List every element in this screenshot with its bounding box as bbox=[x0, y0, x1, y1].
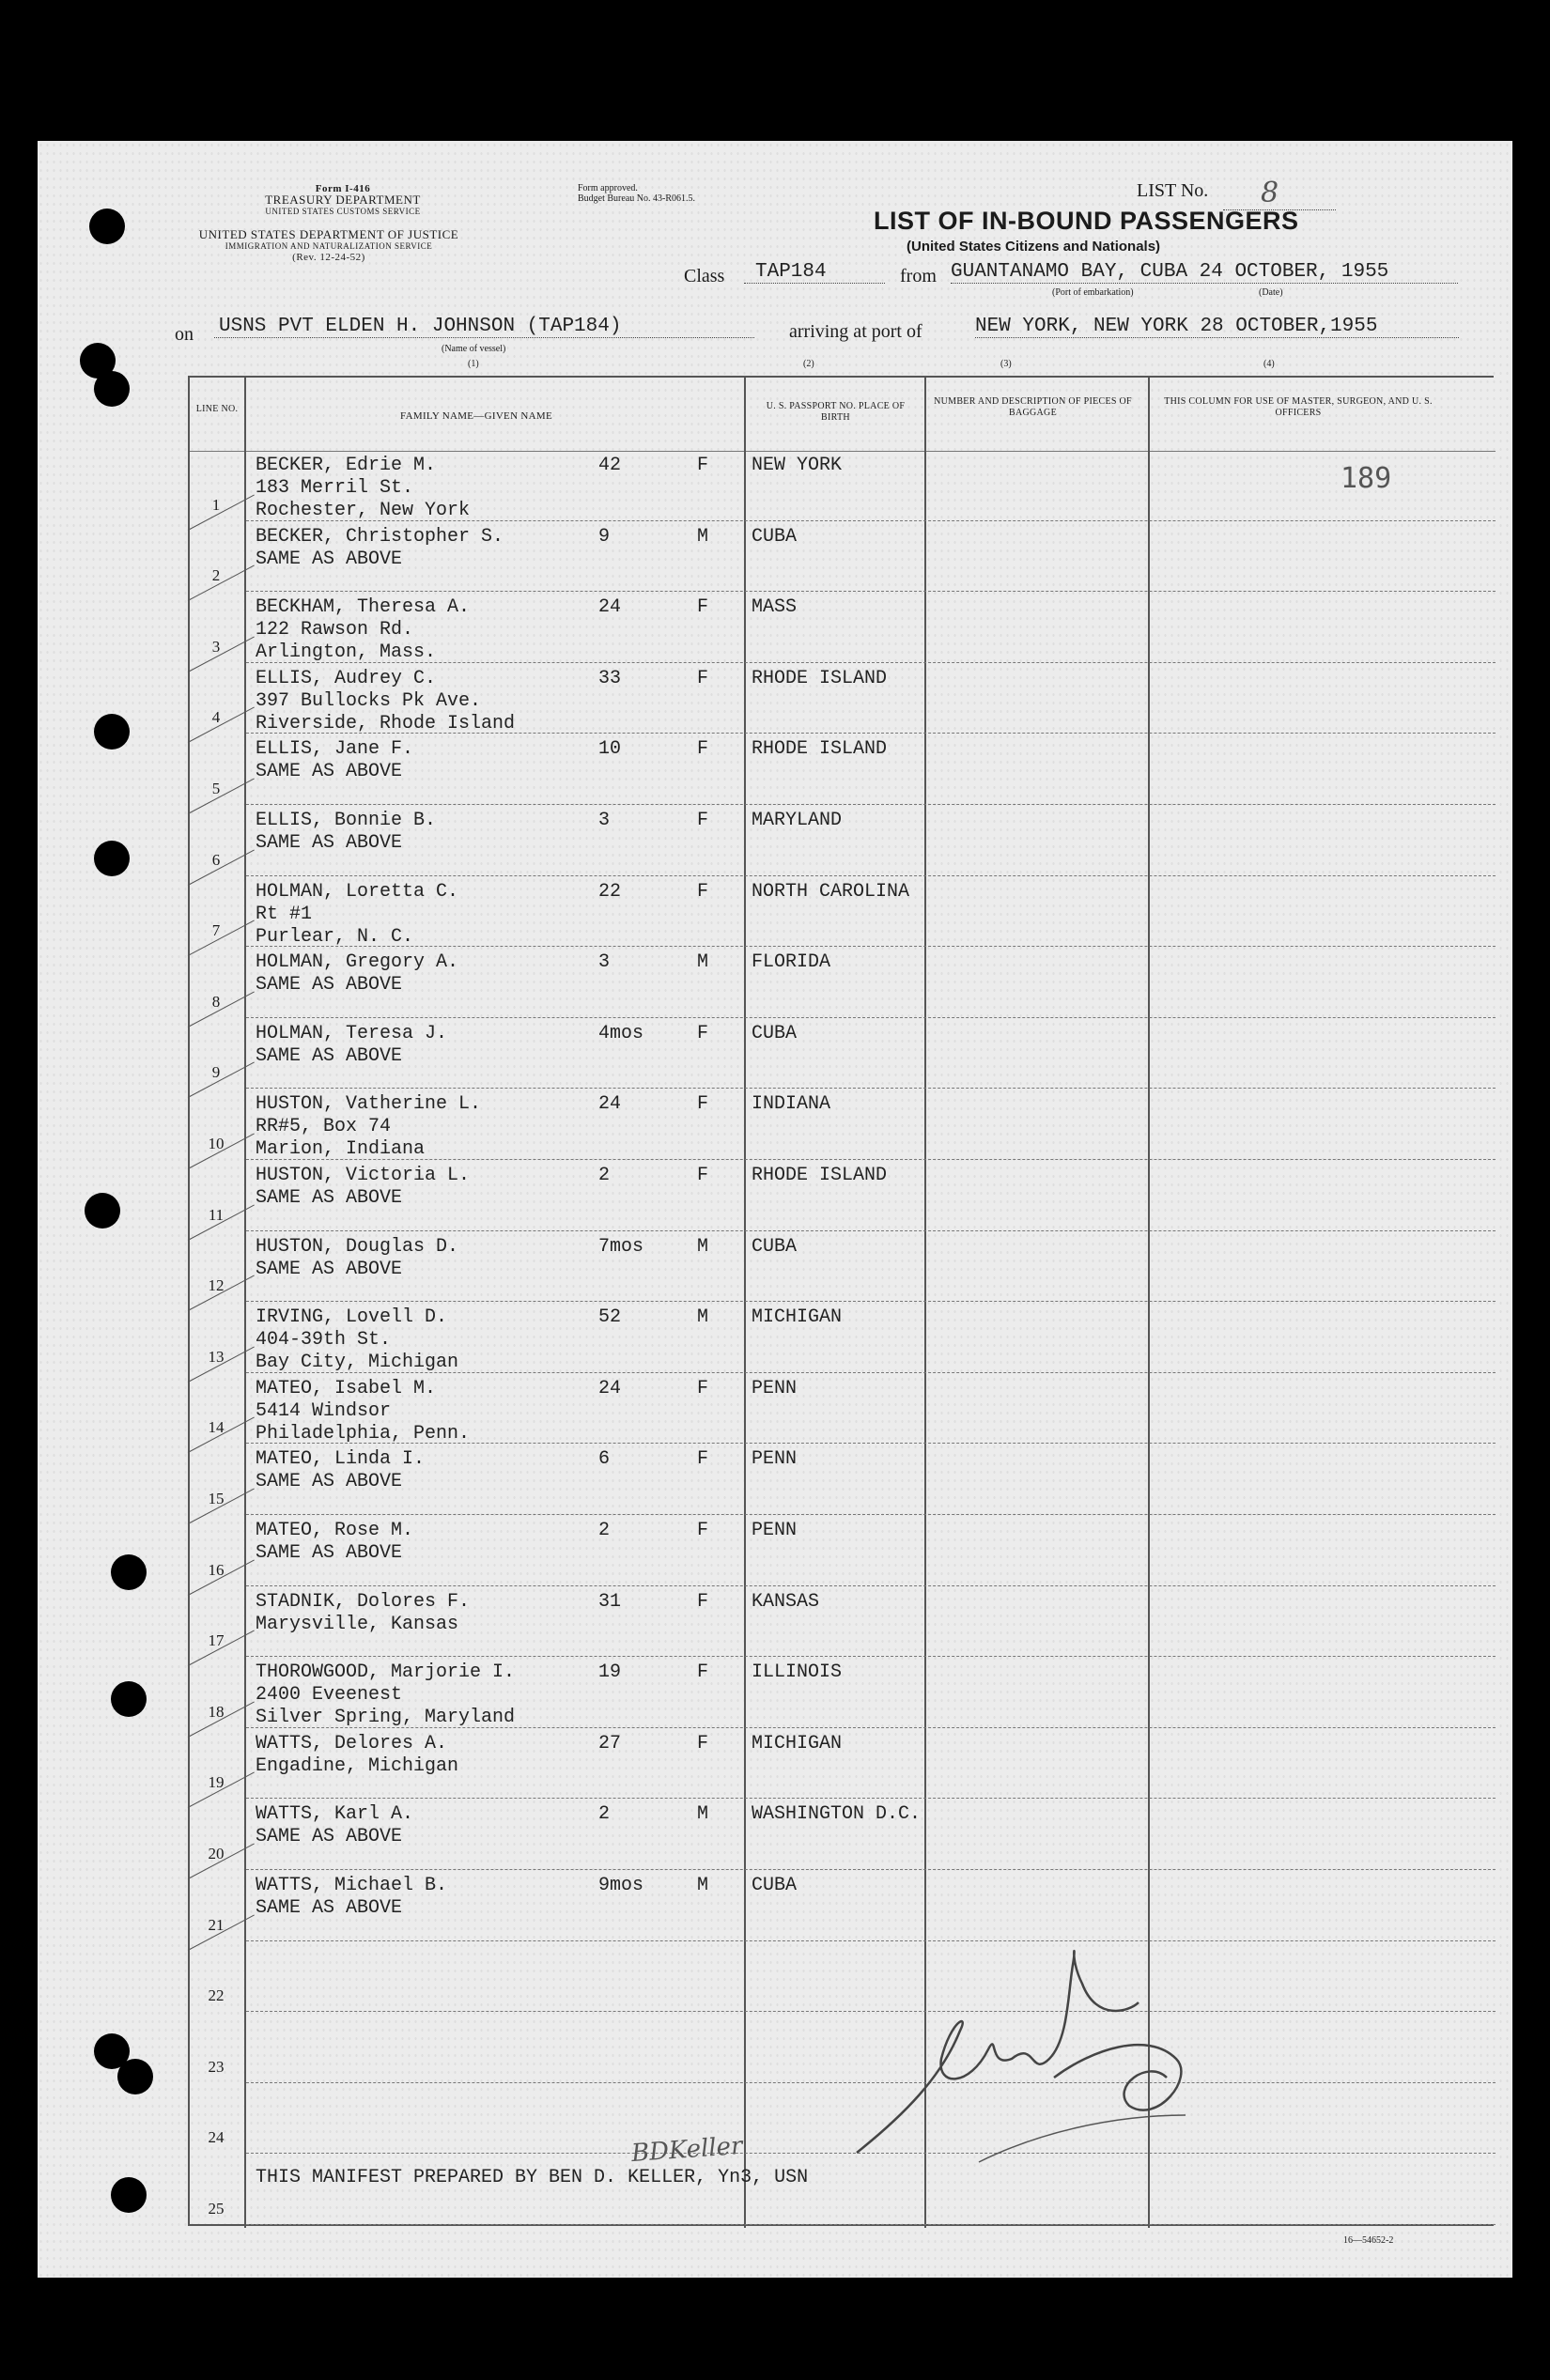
row-rule bbox=[246, 520, 1496, 521]
row-rule bbox=[246, 662, 1496, 663]
passenger-name: MATEO, Isabel M. bbox=[256, 1377, 437, 1399]
line-number: 22 bbox=[208, 1986, 225, 2005]
form-identification bbox=[225, 183, 460, 217]
passenger-sex: M bbox=[697, 951, 709, 974]
passenger-name-block bbox=[256, 1661, 515, 1729]
binder-hole bbox=[111, 1554, 147, 1590]
passenger-age: 22 bbox=[598, 880, 622, 903]
binder-hole bbox=[94, 714, 130, 750]
empty-row bbox=[190, 2013, 1496, 2084]
passenger-sex: F bbox=[697, 1022, 709, 1044]
passenger-sex: F bbox=[697, 455, 709, 476]
line-number: 17 bbox=[208, 1631, 225, 1650]
row-rule bbox=[246, 1585, 1496, 1586]
passenger-address-2: Arlington, Mass. bbox=[256, 641, 437, 664]
passenger-name: HOLMAN, Loretta C. bbox=[256, 880, 459, 903]
binder-hole bbox=[94, 371, 130, 407]
row-rule bbox=[246, 1372, 1496, 1373]
vessel-name: USNS PVT ELDEN H. JOHNSON (TAP184) bbox=[214, 316, 754, 338]
passenger-age: 3 bbox=[598, 951, 611, 974]
passenger-name-block bbox=[256, 1803, 413, 1848]
passenger-row bbox=[190, 1019, 1496, 1090]
passenger-row bbox=[190, 451, 1496, 522]
row-rule bbox=[246, 875, 1496, 876]
passenger-address-1: SAME AS ABOVE bbox=[256, 1542, 403, 1564]
binder-hole bbox=[111, 2177, 147, 2213]
line-number: 6 bbox=[211, 850, 221, 869]
row-rule bbox=[246, 1088, 1496, 1089]
passenger-name-block bbox=[256, 951, 458, 997]
passenger-name-block bbox=[256, 738, 413, 783]
passenger-row bbox=[190, 1658, 1496, 1729]
passenger-address-2: Bay City, Michigan bbox=[256, 1352, 459, 1374]
passenger-address-1: Marysville, Kansas bbox=[256, 1613, 459, 1635]
passenger-address-1: SAME AS ABOVE bbox=[256, 1826, 403, 1848]
binder-hole bbox=[117, 2059, 153, 2094]
passenger-birthplace: NORTH CAROLINA bbox=[752, 880, 910, 903]
line-number: 14 bbox=[208, 1418, 225, 1437]
passenger-birthplace: CUBA bbox=[752, 1235, 798, 1258]
empty-row bbox=[190, 2155, 1496, 2226]
binder-hole bbox=[89, 209, 125, 244]
line-number: 23 bbox=[208, 2057, 225, 2076]
passenger-name-block bbox=[256, 1591, 470, 1636]
passenger-name: ELLIS, Jane F. bbox=[256, 738, 414, 761]
passenger-address-1: SAME AS ABOVE bbox=[256, 974, 403, 997]
passenger-row bbox=[190, 1729, 1496, 1800]
passenger-sex: F bbox=[697, 1590, 709, 1613]
passenger-birthplace: MICHIGAN bbox=[752, 1306, 843, 1329]
passenger-birthplace: WASHINGTON D.C. bbox=[752, 1803, 922, 1826]
form-approved: Form approved. bbox=[578, 183, 638, 193]
row-rule bbox=[246, 1230, 1496, 1231]
passenger-birthplace: RHODE ISLAND bbox=[752, 738, 888, 761]
line-number: 7 bbox=[211, 921, 221, 940]
row-rule bbox=[246, 2224, 1496, 2225]
passenger-birthplace: PENN bbox=[752, 1520, 798, 1541]
passenger-name: HUSTON, Vatherine L. bbox=[256, 1093, 482, 1116]
passenger-address-2: Rochester, New York bbox=[256, 500, 471, 521]
line-number: 9 bbox=[211, 1063, 221, 1082]
list-number-value: 8 bbox=[1223, 177, 1336, 210]
passenger-age: 4mos bbox=[598, 1022, 644, 1044]
caption-1: (1) bbox=[468, 359, 479, 369]
row-rule bbox=[246, 1017, 1496, 1018]
row-rule bbox=[246, 1798, 1496, 1799]
passenger-name-block bbox=[256, 881, 458, 949]
passenger-address-1: Rt #1 bbox=[256, 903, 313, 925]
passenger-address-1: 404-39th St. bbox=[256, 1329, 392, 1352]
binder-hole bbox=[111, 1681, 147, 1717]
passenger-name-block bbox=[256, 1520, 413, 1565]
budget-bureau: Budget Bureau No. 43-R061.5. bbox=[578, 193, 695, 204]
passenger-name-block bbox=[256, 1306, 458, 1374]
passenger-name: ELLIS, Audrey C. bbox=[256, 667, 437, 689]
manifest-sheet bbox=[38, 141, 1512, 2278]
line-number: 5 bbox=[211, 779, 221, 797]
passenger-name-block bbox=[256, 1236, 458, 1281]
passenger-address-1: SAME AS ABOVE bbox=[256, 1044, 403, 1067]
passenger-row bbox=[190, 1871, 1496, 1942]
passenger-name-block bbox=[256, 455, 470, 522]
date-caption: (Date) bbox=[1259, 287, 1283, 298]
passenger-age: 33 bbox=[598, 667, 622, 689]
line-number: 8 bbox=[211, 992, 221, 1011]
class-label: Class bbox=[684, 266, 725, 286]
passenger-age: 2 bbox=[598, 1803, 611, 1826]
passenger-address-1: RR#5, Box 74 bbox=[256, 1116, 392, 1138]
passenger-name: MATEO, Linda I. bbox=[256, 1448, 426, 1471]
row-rule bbox=[246, 591, 1496, 592]
from-label: from bbox=[900, 266, 937, 286]
line-number: 21 bbox=[208, 1915, 225, 1934]
passenger-address-1: SAME AS ABOVE bbox=[256, 761, 403, 783]
empty-row bbox=[190, 1942, 1496, 2014]
passenger-row bbox=[190, 1445, 1496, 1516]
line-number: 24 bbox=[208, 2128, 225, 2147]
col-header-baggage: NUMBER AND DESCRIPTION OF PIECES OF BAGGAGE bbox=[934, 396, 1132, 418]
passenger-address-1: 122 Rawson Rd. bbox=[256, 619, 414, 641]
passenger-sex: M bbox=[697, 525, 709, 548]
passenger-sex: F bbox=[697, 1165, 709, 1186]
passenger-name: THOROWGOOD, Marjorie I. bbox=[256, 1661, 516, 1684]
footer-code: 16—54652-2 bbox=[1343, 2235, 1394, 2246]
page-subtitle: (United States Citizens and Nationals) bbox=[907, 239, 1161, 255]
passenger-birthplace: RHODE ISLAND bbox=[752, 1165, 888, 1186]
passenger-name: HOLMAN, Gregory A. bbox=[256, 951, 459, 974]
passenger-row bbox=[190, 806, 1496, 877]
line-number: 25 bbox=[208, 2199, 225, 2218]
passenger-sex: F bbox=[697, 667, 709, 689]
passenger-address-1: 183 Merril St. bbox=[256, 477, 414, 499]
passenger-address-1: Engadine, Michigan bbox=[256, 1754, 459, 1777]
binder-hole bbox=[94, 841, 130, 876]
row-rule bbox=[246, 946, 1496, 947]
justice-department: UNITED STATES DEPARTMENT OF JUSTICE bbox=[198, 227, 459, 241]
passenger-age: 24 bbox=[598, 596, 622, 619]
line-number: 3 bbox=[211, 637, 221, 656]
empty-row bbox=[190, 2084, 1496, 2156]
passenger-address-2: Riverside, Rhode Island bbox=[256, 712, 516, 734]
passenger-birthplace: CUBA bbox=[752, 525, 798, 548]
passenger-birthplace: MARYLAND bbox=[752, 810, 843, 831]
passenger-address-1: SAME AS ABOVE bbox=[256, 1187, 403, 1209]
passenger-age: 19 bbox=[598, 1661, 622, 1684]
col-header-line-no: LINE NO. bbox=[195, 404, 239, 414]
passenger-row bbox=[190, 734, 1496, 806]
passenger-birthplace: PENN bbox=[752, 1377, 798, 1399]
passenger-address-2: Marion, Indiana bbox=[256, 1138, 426, 1161]
passenger-name: WATTS, Michael B. bbox=[256, 1875, 448, 1896]
vessel-caption: (Name of vessel) bbox=[442, 344, 506, 354]
passenger-birthplace: CUBA bbox=[752, 1022, 798, 1044]
passenger-row bbox=[190, 1374, 1496, 1445]
prepared-by-statement: THIS MANIFEST PREPARED BY BEN D. KELLER, Yn3, USN bbox=[256, 2167, 809, 2188]
line-number: 13 bbox=[208, 1347, 225, 1366]
passenger-name-block bbox=[256, 1378, 470, 1445]
revision-date: (Rev. 12-24-52) bbox=[292, 252, 365, 263]
line-number: 19 bbox=[208, 1773, 225, 1792]
passenger-row bbox=[190, 1587, 1496, 1659]
passenger-row bbox=[190, 1161, 1496, 1232]
from-value: GUANTANAMO BAY, CUBA 24 OCTOBER, 1955 bbox=[951, 261, 1458, 284]
form-number: Form I-416 bbox=[315, 183, 371, 194]
on-label: on bbox=[175, 324, 194, 345]
passenger-age: 3 bbox=[598, 810, 611, 831]
passenger-birthplace: RHODE ISLAND bbox=[752, 667, 888, 689]
col-header-officers: THIS COLUMN FOR USE OF MASTER, SURGEON, AND U. S. OFFICERS bbox=[1164, 396, 1433, 418]
passenger-address-2: Silver Spring, Maryland bbox=[256, 1707, 516, 1729]
passenger-name-block bbox=[256, 596, 470, 664]
port-embarkation-caption: (Port of embarkation) bbox=[1052, 287, 1134, 298]
passenger-birthplace: PENN bbox=[752, 1448, 798, 1471]
arrival-port: NEW YORK, NEW YORK 28 OCTOBER,1955 bbox=[975, 316, 1459, 338]
passenger-name: HOLMAN, Teresa J. bbox=[256, 1022, 448, 1044]
line-number: 15 bbox=[208, 1489, 225, 1507]
passenger-row bbox=[190, 522, 1496, 594]
passenger-address-1: SAME AS ABOVE bbox=[256, 832, 403, 854]
officer-mark: 189 bbox=[1341, 462, 1392, 495]
passenger-row bbox=[190, 593, 1496, 664]
passenger-sex: F bbox=[697, 1093, 709, 1116]
passenger-name: ELLIS, Bonnie B. bbox=[256, 810, 437, 831]
arriving-label: arriving at port of bbox=[789, 321, 922, 342]
passenger-address-1: 5414 Windsor bbox=[256, 1399, 392, 1422]
passenger-table bbox=[188, 376, 1494, 2226]
passenger-row bbox=[190, 1800, 1496, 1871]
list-number-label: LIST No. bbox=[1137, 180, 1209, 201]
row-rule bbox=[246, 804, 1496, 805]
line-number: 1 bbox=[211, 495, 221, 514]
passenger-age: 6 bbox=[598, 1448, 611, 1471]
justice-block bbox=[169, 229, 488, 263]
col-header-name: FAMILY NAME—GIVEN NAME bbox=[400, 410, 552, 422]
row-rule bbox=[246, 733, 1496, 734]
passenger-row bbox=[190, 664, 1496, 735]
line-number: 12 bbox=[208, 1276, 225, 1295]
passenger-sex: F bbox=[697, 1661, 709, 1684]
passenger-sex: F bbox=[697, 596, 709, 619]
line-number: 4 bbox=[211, 708, 221, 727]
passenger-row bbox=[190, 1516, 1496, 1587]
passenger-address-1: SAME AS ABOVE bbox=[256, 548, 403, 570]
row-rule bbox=[246, 1869, 1496, 1870]
caption-3: (3) bbox=[1000, 359, 1012, 369]
page-title: LIST OF IN-BOUND PASSENGERS bbox=[874, 207, 1299, 235]
passenger-age: 42 bbox=[598, 455, 622, 476]
officer-signature bbox=[847, 1927, 1242, 2171]
passenger-address-1: SAME AS ABOVE bbox=[256, 1471, 403, 1493]
passenger-birthplace: INDIANA bbox=[752, 1093, 831, 1116]
passenger-sex: F bbox=[697, 880, 709, 903]
passenger-birthplace: MASS bbox=[752, 596, 798, 619]
line-number: 10 bbox=[208, 1134, 225, 1152]
passenger-name: STADNIK, Dolores F. bbox=[256, 1590, 471, 1613]
passenger-row bbox=[190, 1303, 1496, 1374]
row-rule bbox=[246, 1159, 1496, 1160]
passenger-age: 24 bbox=[598, 1377, 622, 1399]
passenger-name: BECKER, Christopher S. bbox=[256, 525, 504, 548]
passenger-name-block bbox=[256, 1093, 481, 1161]
passenger-name: WATTS, Karl A. bbox=[256, 1803, 414, 1826]
binder-hole bbox=[85, 1193, 120, 1229]
line-number: 18 bbox=[208, 1702, 225, 1721]
caption-2: (2) bbox=[803, 359, 814, 369]
line-number: 2 bbox=[211, 566, 221, 585]
passenger-name: IRVING, Lovell D. bbox=[256, 1306, 448, 1329]
approval-block bbox=[578, 183, 695, 204]
row-rule bbox=[246, 1514, 1496, 1515]
passenger-sex: F bbox=[697, 1732, 709, 1754]
passenger-address-1: SAME AS ABOVE bbox=[256, 1897, 403, 1919]
passenger-row bbox=[190, 1232, 1496, 1304]
passenger-age: 10 bbox=[598, 738, 622, 761]
passenger-address-1: 397 Bullocks Pk Ave. bbox=[256, 689, 482, 712]
passenger-sex: F bbox=[697, 810, 709, 831]
passenger-row bbox=[190, 948, 1496, 1019]
customs-service: UNITED STATES CUSTOMS SERVICE bbox=[265, 207, 421, 216]
passenger-sex: F bbox=[697, 1520, 709, 1541]
passenger-birthplace: NEW YORK bbox=[752, 455, 843, 476]
passenger-age: 2 bbox=[598, 1520, 611, 1541]
passenger-address-1: 2400 Eveenest bbox=[256, 1684, 403, 1707]
row-rule bbox=[246, 1443, 1496, 1444]
passenger-age: 2 bbox=[598, 1165, 611, 1186]
passenger-name: MATEO, Rose M. bbox=[256, 1520, 414, 1541]
line-number: 16 bbox=[208, 1560, 225, 1579]
class-value: TAP184 bbox=[744, 261, 885, 284]
treasury-department: TREASURY DEPARTMENT bbox=[265, 193, 421, 207]
passenger-age: 9 bbox=[598, 525, 611, 548]
passenger-row bbox=[190, 877, 1496, 949]
passenger-birthplace: CUBA bbox=[752, 1875, 798, 1896]
passenger-birthplace: KANSAS bbox=[752, 1590, 820, 1613]
passenger-age: 27 bbox=[598, 1732, 622, 1754]
passenger-address-2: Philadelphia, Penn. bbox=[256, 1422, 471, 1445]
passenger-name-block bbox=[256, 668, 515, 735]
passenger-name: HUSTON, Victoria L. bbox=[256, 1165, 471, 1186]
passenger-sex: M bbox=[697, 1803, 709, 1826]
passenger-sex: M bbox=[697, 1235, 709, 1258]
passenger-name-block bbox=[256, 526, 504, 571]
passenger-sex: F bbox=[697, 1377, 709, 1399]
passenger-age: 52 bbox=[598, 1306, 622, 1329]
line-number: 20 bbox=[208, 1844, 225, 1862]
passenger-sex: M bbox=[697, 1875, 709, 1896]
passenger-name-block bbox=[256, 1875, 447, 1920]
row-rule bbox=[246, 1656, 1496, 1657]
passenger-name: WATTS, Delores A. bbox=[256, 1732, 448, 1754]
col-header-passport: U. S. PASSPORT NO. PLACE OF BIRTH bbox=[766, 401, 906, 423]
passenger-row bbox=[190, 1090, 1496, 1161]
row-rule bbox=[246, 1301, 1496, 1302]
passenger-age: 7mos bbox=[598, 1235, 644, 1258]
passenger-age: 9mos bbox=[598, 1875, 644, 1896]
passenger-age: 24 bbox=[598, 1093, 622, 1116]
passenger-birthplace: FLORIDA bbox=[752, 951, 831, 974]
passenger-address-2: Purlear, N. C. bbox=[256, 925, 414, 948]
passenger-birthplace: MICHIGAN bbox=[752, 1732, 843, 1754]
passenger-name: HUSTON, Douglas D. bbox=[256, 1235, 459, 1258]
passenger-name: BECKER, Edrie M. bbox=[256, 455, 437, 476]
passenger-sex: M bbox=[697, 1306, 709, 1329]
ins-service: IMMIGRATION AND NATURALIZATION SERVICE bbox=[225, 241, 433, 251]
passenger-name-block bbox=[256, 810, 436, 855]
passenger-sex: F bbox=[697, 1448, 709, 1471]
passenger-name-block bbox=[256, 1165, 470, 1210]
passenger-sex: F bbox=[697, 738, 709, 761]
passenger-name-block bbox=[256, 1733, 458, 1778]
preparer-signature: BDKeller bbox=[630, 2131, 744, 2169]
passenger-name-block bbox=[256, 1448, 425, 1493]
passenger-birthplace: ILLINOIS bbox=[752, 1661, 843, 1684]
passenger-name-block bbox=[256, 1023, 447, 1068]
row-rule bbox=[246, 1727, 1496, 1728]
line-number: 11 bbox=[208, 1205, 225, 1224]
passenger-age: 31 bbox=[598, 1590, 622, 1613]
passenger-name: BECKHAM, Theresa A. bbox=[256, 596, 471, 619]
passenger-address-1: SAME AS ABOVE bbox=[256, 1258, 403, 1280]
caption-4: (4) bbox=[1263, 359, 1275, 369]
